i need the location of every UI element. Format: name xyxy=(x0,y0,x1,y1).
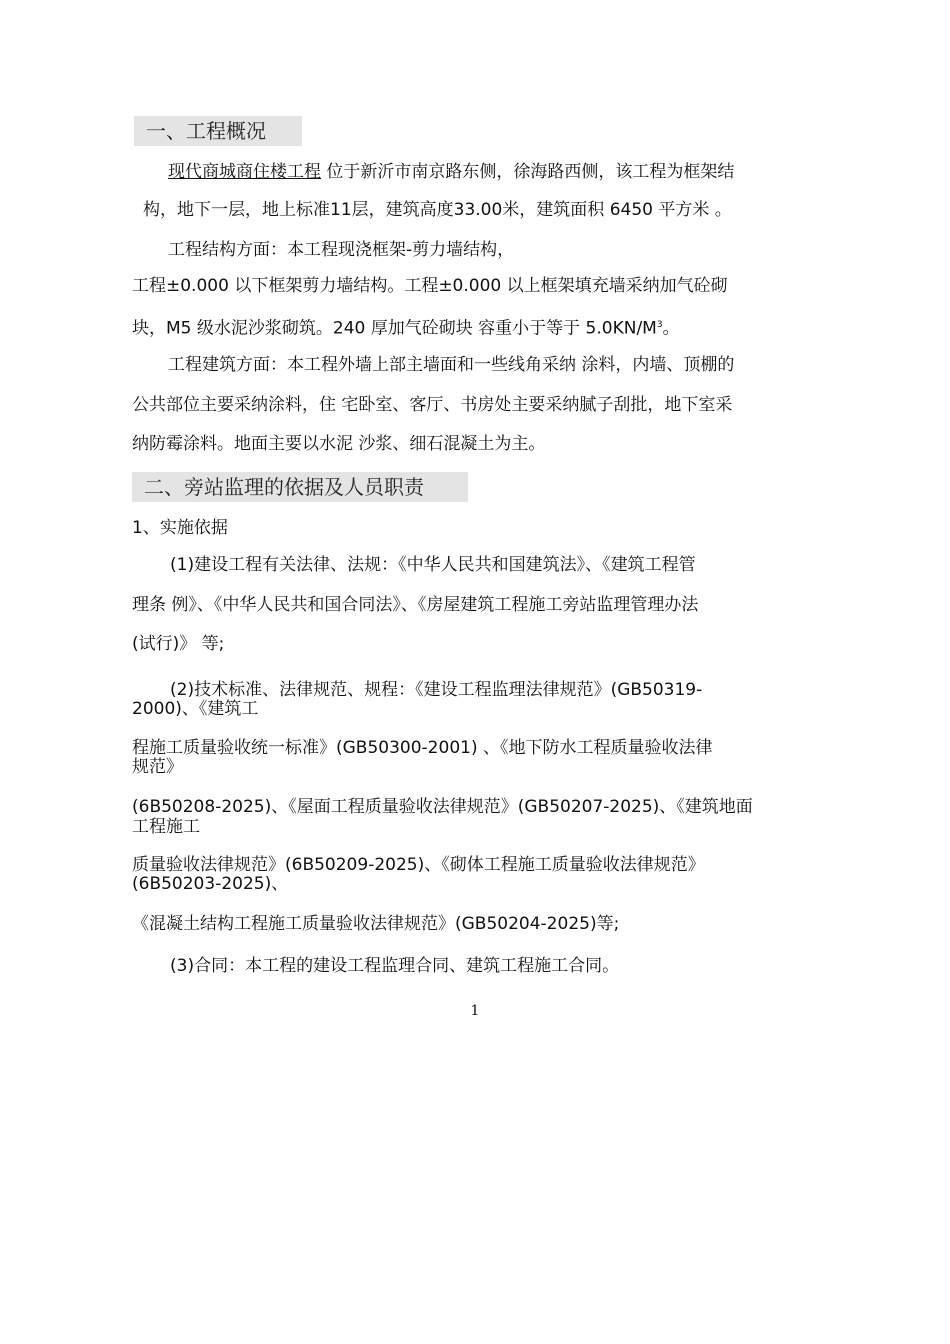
basis-item-1-line-1: (1)建设工程有关法律、法规：《中华人民共和国建筑法》、《建筑工程管 xyxy=(170,555,696,575)
overview-p2-end: 。 xyxy=(662,318,680,339)
overview-paragraph-2-line-2: 工程±0.000 以下框架剪力墙结构。工程±0.000 以上框架填充墙采纳加气砼砌 xyxy=(132,276,728,296)
overview-paragraph-3-line-1: 工程建筑方面：本工程外墙上部主墙面和一些线角采纳 涂料，内墙、顶棚的 xyxy=(168,355,735,375)
overview-paragraph-3-line-2: 公共部位主要采纳涂料，住 宅卧室、客厅、书房处主要采纳腻子刮批，地下室采 xyxy=(132,395,733,415)
basis-item-2-line-6: 工程施工 xyxy=(132,817,200,837)
basis-item-1-line-3: (试行)》 等; xyxy=(132,634,225,654)
overview-p2-line3-text: 块，M5 级水泥沙浆砌筑。240 厚加气砼砌块 容重小于等于 5.0KN/M xyxy=(132,318,657,339)
project-name: 现代商城商住楼工程 xyxy=(168,162,321,182)
basis-item-2-line-5: (6B50208-2025)、《屋面工程质量验收法律规范》(GB50207-2025)、《建筑地面 xyxy=(132,797,753,817)
basis-item-2-line-2: 2000)、《建筑工 xyxy=(132,699,259,719)
overview-p1-line1-rest: 位于新沂市南京路东侧，徐海路西侧，该工程为框架结 xyxy=(321,162,735,182)
basis-item-2-line-9: 《混凝土结构工程施工质量验收法律规范》(GB50204-2025)等; xyxy=(132,914,620,934)
basis-item-2-line-4: 规范》 xyxy=(132,757,183,777)
basis-item-2-line-7: 质量验收法律规范》(6B50209-2025)、《砌体工程施工质量验收法律规范》 xyxy=(132,855,705,875)
basis-subheading: 1、实施依据 xyxy=(132,518,228,538)
basis-item-2-line-1: (2)技术标准、法律规范、规程：《建设工程监理法律规范》(GB50319- xyxy=(170,680,703,700)
basis-item-2-line-3: 程施工质量验收统一标准》(GB50300-2001) 、《地下防水工程质量验收法律 xyxy=(132,738,713,758)
superscript-3: 3 xyxy=(656,320,663,330)
overview-paragraph-2-line-1: 工程结构方面：本工程现浇框架-剪力墙结构， xyxy=(168,240,515,260)
basis-item-3-line-1: (3)合同：本工程的建设工程监理合同、建筑工程施工合同。 xyxy=(170,956,620,976)
basis-item-2-line-8: (6B50203-2025)、 xyxy=(132,874,289,894)
overview-paragraph-1-line-1 xyxy=(168,160,734,184)
overview-paragraph-1-line-2: 构，地下一层，地上标准11层，建筑高度33.00米，建筑面积 6450 平方米 。 xyxy=(143,200,732,220)
overview-paragraph-3-line-3: 纳防霉涂料。地面主要以水泥 沙浆、细石混凝土为主。 xyxy=(132,434,546,454)
basis-item-1-line-2: 理条 例》、《中华人民共和国合同法》、《房屋建筑工程施工旁站监理管理办法 xyxy=(132,595,699,615)
section-2-heading: 二、旁站监理的依据及人员职责 xyxy=(132,472,468,502)
overview-paragraph-2-line-3 xyxy=(132,313,680,341)
page-number: 1 xyxy=(470,1003,480,1019)
section-1-heading: 一、工程概况 xyxy=(134,116,302,146)
